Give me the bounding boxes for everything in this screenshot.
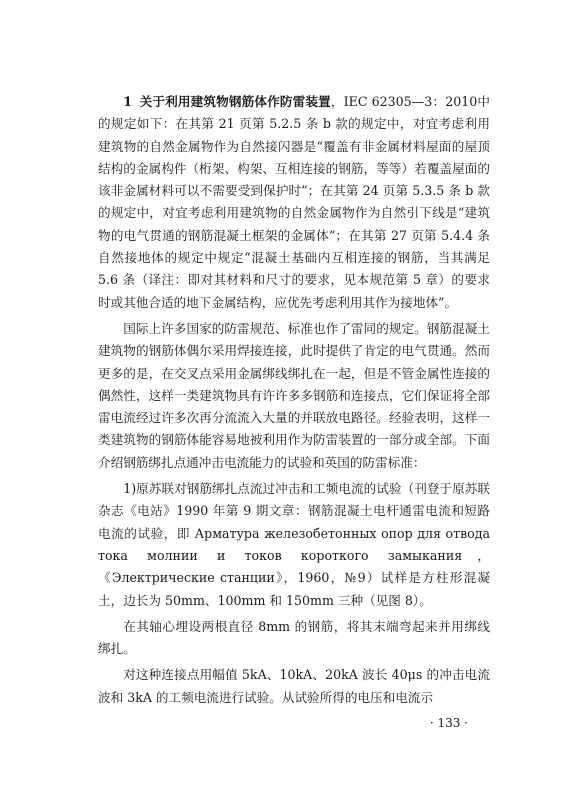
- paragraph: 在其轴心埋设两根直径 8mm 的钢筋，将其末端弯起来并用绑线绑扎。: [98, 618, 490, 657]
- section-title: 关于利用建筑物钢筋体作防雷装置: [139, 94, 331, 109]
- paragraph: 国际上许多国家的防雷规范、标准也作了雷同的规定。钢筋混凝土建筑物的钢筋体偶尔采用焊接连接，此时提供了肯定的电气贯通。然而更多的是，在交叉点采用金属绑线绑扎在一起，但是不管金属性连接的偶然性，这样一类建筑物具有许许多多钢筋和连接点，它们保证将全部雷电流经过许多次再分流流入大量的并联放电路径。经验表明，这样一类建筑物的钢筋体能容易地被利用作为防雷装置的一部分或全部。下面介绍钢筋绑扎点通冲击电流能力的试验和英国的防雷标准：: [98, 320, 490, 470]
- paragraph: 对这种连接点用幅值 5kA、10kA、20kA 波长 40μs 的冲击电流波和 3kA 的工频电流进行试验。从试验所得的电压和电流示: [98, 667, 490, 705]
- page-number: · 133 ·: [429, 716, 468, 730]
- section-paragraph: [98, 91, 490, 314]
- section-number: 1: [123, 94, 132, 109]
- body-text: [98, 91, 490, 709]
- section-body: ，IEC 62305—3：2010中的规定如下：在其第 21 页第 5.2.5 条 b 款的规定中，对宜考虑利用建筑物的自然金属物作为自然接闪器是“覆盖有非金属材料屋面的屋顶结构的金属构件（桁架、构架、互相连接的钢筋，等等）若覆盖屋面的该非金属材料可以不需要受到保护时”；在其第 24 页第 5.3.5 条 b 款的规定中，对宜考虑利用建筑物的自然金属物作为自然引下线是“建筑物的电气贯通的钢筋混凝土框架的金属体”；在其第 27 页第 5.4.4 条自然接地体的规定中规定“混凝土基础内互相连接的钢筋，当其满足 5.6 条（译注：即对其材料和尺寸的要求，见本规范第 5 章）的要求时或其他合适的地下金属结构，应优先考虑利用其作为接地体”。: [98, 94, 490, 310]
- paragraph: 1)原苏联对钢筋绑扎点流过冲击和工频电流的试验（刊登于原苏联杂志《电站》1990 年第 9 期文章：钢筋混凝土电杆通雷电流和短路电流的试验，即 Арматура железобетонных опор для отвода тока молнии и токов короткого замыкания，《Электрические станции》，1960，№9）试样是方柱形混凝土，边长为 50mm、100mm 和 150mm 三种（见图 8）。: [98, 481, 490, 608]
